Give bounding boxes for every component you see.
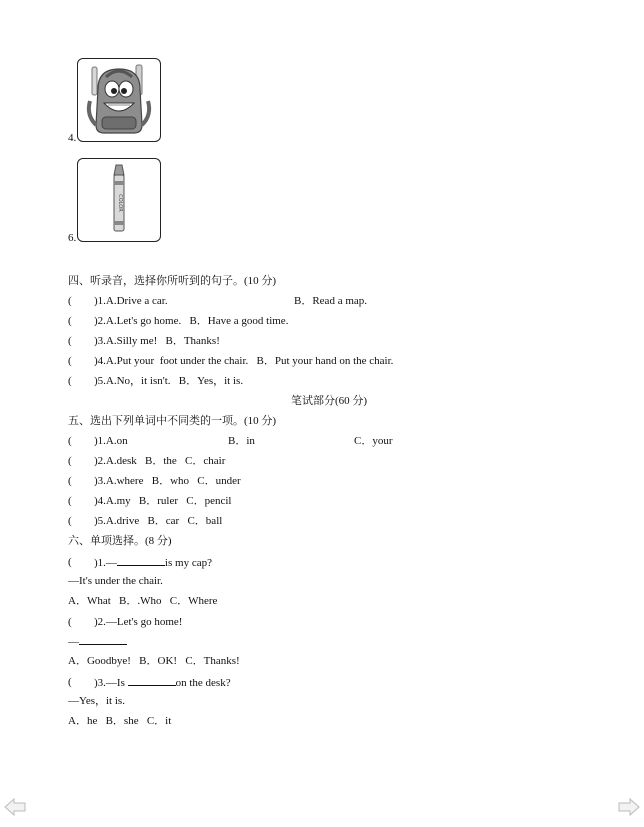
- section-5-heading: 五、选出下列单词中不同类的一项。(10 分): [68, 415, 277, 427]
- s4-item-5: )5.A.No，it isn't. B．Yes，it is.: [94, 375, 244, 387]
- picture-number-4: 4.: [68, 132, 77, 144]
- s5-item-5: )5.A.drive B．car C．ball: [94, 515, 223, 527]
- s6-q1: [94, 555, 212, 570]
- s4-item-4: )4.A.Put your foot under the chair. B．Put your hand on the chair.: [94, 355, 394, 367]
- s4-item-3: )3.A.Silly me! B．Thanks!: [94, 335, 220, 347]
- s5-paren-1: (: [68, 435, 72, 447]
- section-6-heading: 六、单项选择。(8 分): [68, 535, 172, 547]
- s6-paren-2: (: [68, 616, 72, 628]
- s6-q1-pre: )1.—: [94, 557, 117, 569]
- s5-paren-4: (: [68, 495, 72, 507]
- written-part-title: 笔试部分(60 分): [291, 395, 368, 407]
- s4-paren-1: (: [68, 295, 72, 307]
- picture-frame-4: [77, 58, 161, 142]
- s5-paren-3: (: [68, 475, 72, 487]
- answer-blank[interactable]: [117, 555, 165, 566]
- s5-item-1-a: )1.A.on: [94, 435, 128, 447]
- svg-text:COLOR: COLOR: [117, 194, 123, 212]
- arrow-left-icon: [4, 798, 26, 816]
- next-page-button[interactable]: [618, 798, 640, 819]
- s6-q2-dash: —: [68, 636, 79, 648]
- s5-item-3: )3.A.where B．who C．under: [94, 475, 241, 487]
- s6-paren-1: (: [68, 556, 72, 568]
- s4-paren-5: (: [68, 375, 72, 387]
- crayon-icon: [78, 159, 160, 241]
- s6-q1-options: A．What B．.Who C．Where: [68, 595, 218, 607]
- s6-q2-reply: [68, 634, 127, 649]
- s6-q3: [94, 675, 231, 690]
- s5-paren-2: (: [68, 455, 72, 467]
- s6-q1-answer: —It's under the chair.: [68, 575, 163, 587]
- s6-paren-3: (: [68, 676, 72, 688]
- s4-paren-4: (: [68, 355, 72, 367]
- prev-page-button[interactable]: [4, 798, 26, 819]
- s6-q2-options: A．Goodbye! B．OK! C．Thanks!: [68, 655, 240, 667]
- s5-paren-5: (: [68, 515, 72, 527]
- s4-item-1: )1.A.Drive a car.: [94, 295, 168, 307]
- s6-q1-post: is my cap?: [164, 557, 212, 569]
- s5-item-2: )2.A.desk B．the C．chair: [94, 455, 226, 467]
- s6-q2: )2.—Let's go home!: [94, 616, 183, 628]
- s4-item-1-b: B．Read a map.: [294, 295, 368, 307]
- s4-paren-3: (: [68, 335, 72, 347]
- backpack-icon: [78, 59, 160, 141]
- s6-q3-answer: —Yes，it is.: [68, 695, 125, 707]
- s6-q3-pre: )3.—Is: [94, 677, 125, 689]
- s5-item-1-c: C．your: [354, 435, 393, 447]
- s5-item-1-b: B．in: [228, 435, 255, 447]
- picture-number-6: 6.: [68, 232, 77, 244]
- s4-item-2: )2.A.Let's go home. B．Have a good time.: [94, 315, 289, 327]
- picture-frame-6: [77, 158, 161, 242]
- section-4-heading: 四、听录音，选择你所听到的句子。(10 分): [68, 275, 277, 287]
- s6-q3-options: A．he B．she C．it: [68, 715, 172, 727]
- arrow-right-icon: [618, 798, 640, 816]
- s4-paren-2: (: [68, 315, 72, 327]
- answer-blank[interactable]: [79, 634, 127, 645]
- s6-q3-post: on the desk?: [175, 677, 231, 689]
- s5-item-4: )4.A.my B．ruler C．pencil: [94, 495, 232, 507]
- answer-blank[interactable]: [128, 675, 176, 686]
